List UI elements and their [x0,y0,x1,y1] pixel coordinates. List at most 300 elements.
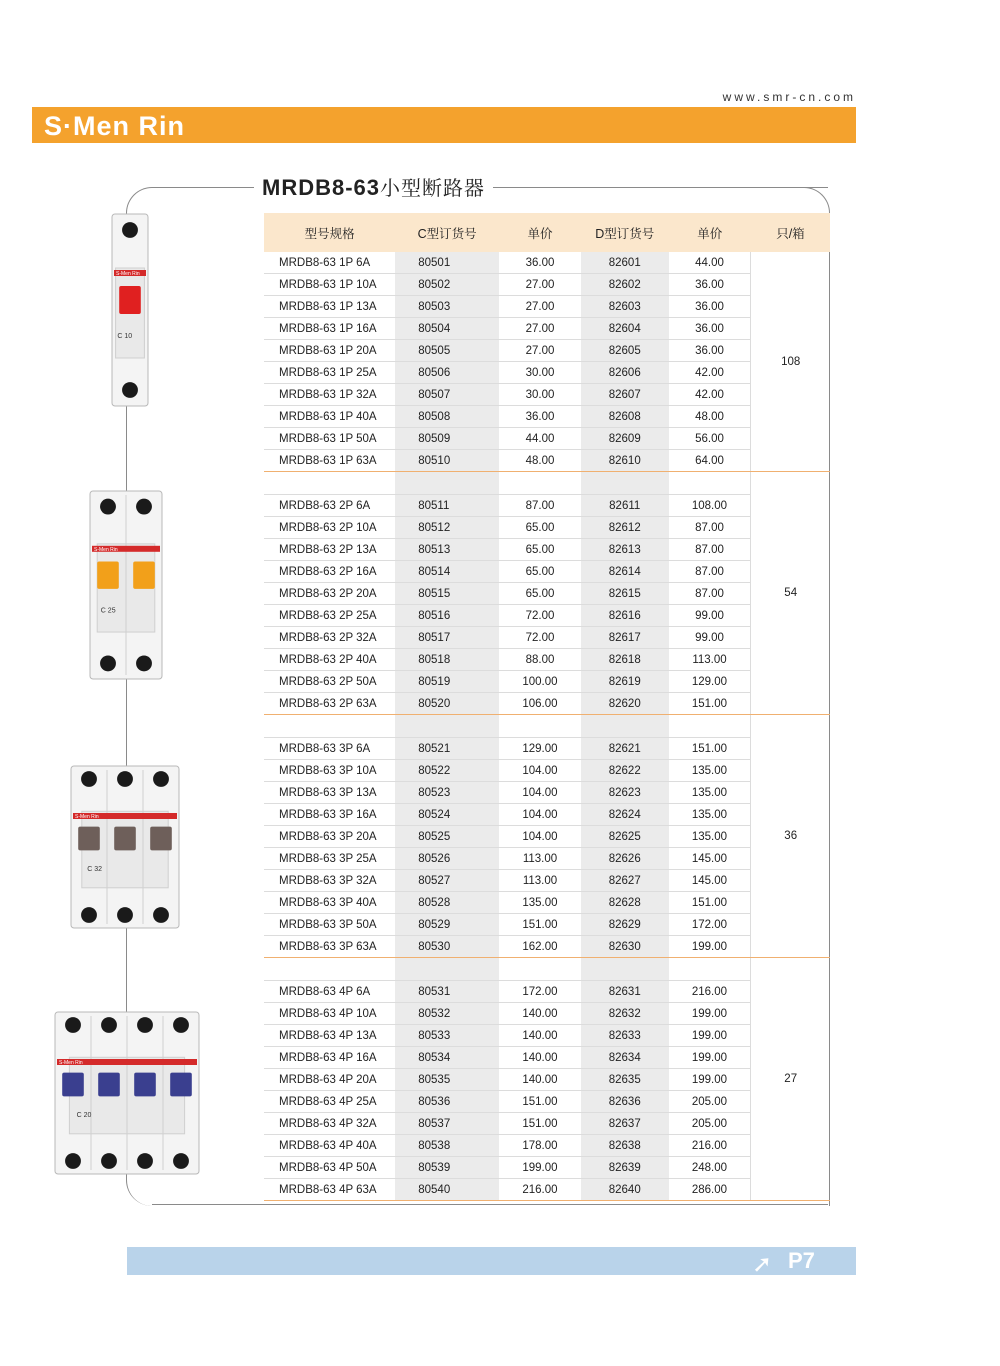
table-row [264,561,830,583]
cell-d-price: 151.00 [669,693,751,715]
cell-d-price: 87.00 [669,517,751,539]
cell-d-price: 151.00 [669,892,751,914]
cell-box-qty: 27 [751,958,830,1201]
cell-c-order: 80539 [395,1157,499,1179]
cell-d-order: 82624 [581,804,669,826]
cell-d-price: 64.00 [669,450,751,472]
title-rule [578,187,828,188]
breaker-2p-image [70,487,182,683]
cell-d-order: 82618 [581,649,669,671]
cell-d-price: 44.00 [669,252,751,274]
cell-c-order: 80521 [395,738,499,760]
cell-c-price: 88.00 [499,649,581,671]
cell-box-qty: 108 [751,252,830,472]
table-row [264,583,830,605]
cell-c-price: 106.00 [499,693,581,715]
terminal-screw [137,1017,153,1033]
terminal-screw [81,907,97,923]
cell-c-price: 104.00 [499,782,581,804]
cell-c-order: 80538 [395,1135,499,1157]
cell-c-price: 113.00 [499,848,581,870]
cell-model: MRDB8-63 4P 63A [264,1179,395,1201]
cell-d-order: 82619 [581,671,669,693]
cell-c-price: 27.00 [499,274,581,296]
cell-c-order: 80503 [395,296,499,318]
cell-c-order: 80540 [395,1179,499,1201]
terminal-screw [117,771,133,787]
cell-c-order: 80533 [395,1025,499,1047]
cell-d-price: 36.00 [669,296,751,318]
cell-c-price: 140.00 [499,1025,581,1047]
cell-model: MRDB8-63 4P 25A [264,1091,395,1113]
cell-model: MRDB8-63 2P 13A [264,539,395,561]
cell-d-order: 82621 [581,738,669,760]
cell-c-order: 80510 [395,450,499,472]
cell-c-order: 80512 [395,517,499,539]
table-row [264,870,830,892]
cell-c-order: 80532 [395,1003,499,1025]
cell-c-order: 80519 [395,671,499,693]
table-row [264,1091,830,1113]
terminal-screw [136,499,152,515]
cell-model: MRDB8-63 2P 10A [264,517,395,539]
table-row [264,1179,830,1201]
terminal-screw [137,1153,153,1169]
cell-d-price: 42.00 [669,384,751,406]
cell-d-order: 82639 [581,1157,669,1179]
cell-d-order: 82635 [581,1069,669,1091]
cell-c-price: 44.00 [499,428,581,450]
brand-label: S-Men Rin [94,546,118,553]
cell-model: MRDB8-63 1P 6A [264,252,395,274]
cell-c-price: 65.00 [499,583,581,605]
cell-d-price: 99.00 [669,605,751,627]
cell-c-order: 80530 [395,936,499,958]
cell-c-price: 65.00 [499,517,581,539]
table-row [264,1047,830,1069]
cell-d-price: 36.00 [669,318,751,340]
cell-c-order: 80525 [395,826,499,848]
cell-c-price: 151.00 [499,914,581,936]
cell-d-order: 82631 [581,981,669,1003]
arrow-up-right-icon: ➚ [752,1251,773,1278]
table-row [264,406,830,428]
title-model: MRDB8-63 [262,175,381,200]
cell-c-price: 135.00 [499,892,581,914]
cell-model: MRDB8-63 2P 16A [264,561,395,583]
cell-d-price: 199.00 [669,1047,751,1069]
rating-label: C 25 [100,607,116,615]
table-row [264,517,830,539]
header-model: 型号规格 [264,213,395,252]
cell-model: MRDB8-63 3P 40A [264,892,395,914]
cell-c-order: 80536 [395,1091,499,1113]
cell-c-price: 72.00 [499,627,581,649]
table-row [264,318,830,340]
table-row [264,1113,830,1135]
terminal-screw [173,1153,189,1169]
cell-d-order: 82601 [581,252,669,274]
cell-c-price: 113.00 [499,870,581,892]
cell-c-order: 80524 [395,804,499,826]
cell-c-order: 80501 [395,252,499,274]
page-title [254,172,493,201]
cell-c-order: 80502 [395,274,499,296]
cell-d-price: 145.00 [669,870,751,892]
cell-d-order: 82632 [581,1003,669,1025]
header-c-order: C型订货号 [395,213,499,252]
header-box-qty: 只/箱 [751,213,830,252]
cell-c-order: 80513 [395,539,499,561]
table-row [264,495,830,517]
cell-c-price: 129.00 [499,738,581,760]
cell-c-price: 87.00 [499,495,581,517]
cell-c-price: 27.00 [499,296,581,318]
cell-c-price: 104.00 [499,826,581,848]
cell-d-price: 135.00 [669,804,751,826]
cell-d-order: 82625 [581,826,669,848]
cell-d-order: 82604 [581,318,669,340]
cell-c-price: 65.00 [499,539,581,561]
cell-d-order: 82612 [581,517,669,539]
table-row [264,981,830,1003]
terminal-screw [65,1153,81,1169]
terminal-screw [101,1153,117,1169]
header-d-order: D型订货号 [581,213,669,252]
cell-d-price: 87.00 [669,583,751,605]
table-row [264,605,830,627]
cell-d-order: 82609 [581,428,669,450]
cell-model: MRDB8-63 4P 20A [264,1069,395,1091]
table-row [264,892,830,914]
cell-c-order: 80529 [395,914,499,936]
cell-d-price: 42.00 [669,362,751,384]
breaker-handle [114,827,136,851]
terminal-screw [81,771,97,787]
cell-c-price: 199.00 [499,1157,581,1179]
cell-model: MRDB8-63 2P 25A [264,605,395,627]
cell-box-qty: 36 [751,715,830,958]
brand-label: S-Men Rin [116,271,140,277]
cell-c-order: 80522 [395,760,499,782]
breaker-handle [78,827,100,851]
table-row [264,693,830,715]
cell-model: MRDB8-63 1P 50A [264,428,395,450]
cell-model: MRDB8-63 3P 16A [264,804,395,826]
cell-c-price: 100.00 [499,671,581,693]
cell-c-order: 80537 [395,1113,499,1135]
table-row [264,340,830,362]
table-row [264,671,830,693]
cell-d-price: 135.00 [669,760,751,782]
cell-model: MRDB8-63 2P 20A [264,583,395,605]
cell-d-order: 82603 [581,296,669,318]
table-body [264,252,830,1201]
cell-c-price: 140.00 [499,1047,581,1069]
cell-model: MRDB8-63 4P 40A [264,1135,395,1157]
cell-d-order: 82628 [581,892,669,914]
cell-c-price: 172.00 [499,981,581,1003]
cell-d-price: 199.00 [669,1069,751,1091]
cell-c-price: 36.00 [499,406,581,428]
table-row [264,252,830,274]
cell-d-order: 82626 [581,848,669,870]
cell-d-order: 82617 [581,627,669,649]
cell-d-order: 82627 [581,870,669,892]
cell-d-order: 82614 [581,561,669,583]
cell-c-order: 80517 [395,627,499,649]
terminal-screw [173,1017,189,1033]
cell-model: MRDB8-63 1P 32A [264,384,395,406]
cell-d-order: 82623 [581,782,669,804]
header-c-price: 单价 [499,213,581,252]
breaker-handle [133,561,155,588]
breaker-handle [170,1073,192,1097]
cell-model: MRDB8-63 1P 25A [264,362,395,384]
table-row [264,627,830,649]
table-row [264,826,830,848]
cell-model: MRDB8-63 3P 25A [264,848,395,870]
breaker-1p-image [90,210,170,410]
cell-c-price: 27.00 [499,340,581,362]
price-table [264,213,830,1201]
title-name: 小型断路器 [380,178,486,200]
cell-d-order: 82630 [581,936,669,958]
cell-c-price: 30.00 [499,362,581,384]
cell-model: MRDB8-63 2P 50A [264,671,395,693]
cell-d-order: 82610 [581,450,669,472]
cell-d-order: 82613 [581,539,669,561]
breaker-handle [119,286,141,314]
breaker-4p-image [42,1008,212,1178]
cell-c-order: 80518 [395,649,499,671]
cell-d-price: 199.00 [669,1025,751,1047]
cell-c-order: 80534 [395,1047,499,1069]
cell-d-order: 82638 [581,1135,669,1157]
table-row [264,1157,830,1179]
table-row [264,782,830,804]
cell-model: MRDB8-63 4P 6A [264,981,395,1003]
terminal-screw [136,655,152,671]
cell-d-price: 36.00 [669,340,751,362]
table-row [264,296,830,318]
cell-model: MRDB8-63 3P 63A [264,936,395,958]
cell-c-order: 80527 [395,870,499,892]
rating-label: C 20 [76,1111,92,1119]
cell-model: MRDB8-63 1P 10A [264,274,395,296]
cell-c-order: 80528 [395,892,499,914]
cell-d-price: 145.00 [669,848,751,870]
cell-c-price: 36.00 [499,252,581,274]
terminal-screw [153,771,169,787]
cell-d-price: 48.00 [669,406,751,428]
table-row [264,428,830,450]
cell-d-order: 82629 [581,914,669,936]
cell-d-price: 205.00 [669,1113,751,1135]
cell-c-price: 104.00 [499,804,581,826]
table-row [264,649,830,671]
cell-model: MRDB8-63 3P 10A [264,760,395,782]
cell-c-price: 151.00 [499,1091,581,1113]
cell-d-price: 135.00 [669,782,751,804]
rating-label: C 10 [117,333,133,340]
cell-model: MRDB8-63 3P 13A [264,782,395,804]
cell-d-order: 82611 [581,495,669,517]
table-row [264,450,830,472]
cell-d-order: 82622 [581,760,669,782]
cell-c-price: 162.00 [499,936,581,958]
footer-bar [127,1247,856,1275]
table-header-row [264,213,830,252]
cell-d-order: 82607 [581,384,669,406]
cell-c-order: 80520 [395,693,499,715]
website-url: www.smr-cn.com [722,90,856,104]
table-row [264,1003,830,1025]
cell-d-order: 82602 [581,274,669,296]
cell-model: MRDB8-63 4P 50A [264,1157,395,1179]
cell-c-order: 80526 [395,848,499,870]
table-row [264,384,830,406]
cell-c-price: 30.00 [499,384,581,406]
terminal-screw [122,382,138,398]
cell-c-price: 27.00 [499,318,581,340]
cell-d-order: 82636 [581,1091,669,1113]
cell-model: MRDB8-63 1P 16A [264,318,395,340]
cell-d-order: 82615 [581,583,669,605]
cell-c-price: 48.00 [499,450,581,472]
table-row [264,1135,830,1157]
cell-model: MRDB8-63 3P 50A [264,914,395,936]
cell-c-order: 80514 [395,561,499,583]
cell-model: MRDB8-63 2P 40A [264,649,395,671]
cell-c-price: 72.00 [499,605,581,627]
cell-model: MRDB8-63 4P 32A [264,1113,395,1135]
cell-d-price: 172.00 [669,914,751,936]
cell-model: MRDB8-63 4P 16A [264,1047,395,1069]
cell-model: MRDB8-63 3P 20A [264,826,395,848]
breaker-handle [97,561,119,588]
cell-model: MRDB8-63 2P 32A [264,627,395,649]
cell-d-price: 87.00 [669,539,751,561]
cell-box-qty: 54 [751,472,830,715]
terminal-screw [65,1017,81,1033]
cell-c-order: 80516 [395,605,499,627]
table-row [264,804,830,826]
cell-d-order: 82606 [581,362,669,384]
breaker-handle [134,1073,156,1097]
cell-c-order: 80507 [395,384,499,406]
table-row [264,362,830,384]
cell-c-order: 80509 [395,428,499,450]
cell-c-order: 80506 [395,362,499,384]
breaker-3p-image [60,762,190,932]
cell-c-order: 80515 [395,583,499,605]
cell-c-order: 80504 [395,318,499,340]
breaker-handle [98,1073,120,1097]
table-row [264,738,830,760]
cell-d-price: 205.00 [669,1091,751,1113]
cell-model: MRDB8-63 2P 63A [264,693,395,715]
terminal-screw [100,655,116,671]
terminal-screw [100,499,116,515]
cell-d-price: 199.00 [669,1003,751,1025]
cell-d-price: 99.00 [669,627,751,649]
cell-d-price: 199.00 [669,936,751,958]
cell-c-order: 80523 [395,782,499,804]
brand-name: S·Men Rin [44,111,185,141]
cell-model: MRDB8-63 1P 40A [264,406,395,428]
terminal-screw [122,222,138,238]
table-row [264,1025,830,1047]
cell-c-order: 80531 [395,981,499,1003]
cell-d-order: 82633 [581,1025,669,1047]
cell-d-price: 108.00 [669,495,751,517]
header-d-price: 单价 [669,213,751,252]
cell-d-order: 82616 [581,605,669,627]
cell-d-price: 113.00 [669,649,751,671]
breaker-handle [62,1073,84,1097]
table-row [264,1069,830,1091]
cell-c-price: 216.00 [499,1179,581,1201]
table-row [264,760,830,782]
cell-d-order: 82605 [581,340,669,362]
brand-label: S-Men Rin [59,1060,83,1066]
cell-model: MRDB8-63 4P 10A [264,1003,395,1025]
cell-c-price: 104.00 [499,760,581,782]
cell-c-order: 80535 [395,1069,499,1091]
brand-label: S-Men Rin [75,814,99,820]
group-spacer-row [264,715,830,738]
cell-c-price: 140.00 [499,1003,581,1025]
cell-d-price: 216.00 [669,981,751,1003]
cell-d-order: 82637 [581,1113,669,1135]
group-spacer-row [264,958,830,981]
cell-c-price: 65.00 [499,561,581,583]
cell-d-price: 129.00 [669,671,751,693]
cell-d-price: 248.00 [669,1157,751,1179]
cell-d-price: 216.00 [669,1135,751,1157]
cell-c-price: 151.00 [499,1113,581,1135]
cell-model: MRDB8-63 1P 63A [264,450,395,472]
cell-model: MRDB8-63 2P 6A [264,495,395,517]
cell-d-price: 135.00 [669,826,751,848]
cell-model: MRDB8-63 4P 13A [264,1025,395,1047]
cell-model: MRDB8-63 3P 6A [264,738,395,760]
cell-c-price: 140.00 [499,1069,581,1091]
breaker-handle [150,827,172,851]
terminal-screw [153,907,169,923]
rating-label: C 32 [87,865,102,873]
cell-c-order: 80505 [395,340,499,362]
page-number: P7 [788,1248,815,1273]
cell-d-price: 87.00 [669,561,751,583]
cell-model: MRDB8-63 1P 13A [264,296,395,318]
cell-model: MRDB8-63 1P 20A [264,340,395,362]
cell-c-order: 80508 [395,406,499,428]
cell-d-price: 56.00 [669,428,751,450]
content-frame-bottom [152,1204,828,1205]
terminal-screw [117,907,133,923]
cell-d-price: 36.00 [669,274,751,296]
terminal-screw [101,1017,117,1033]
cell-d-order: 82640 [581,1179,669,1201]
cell-d-price: 151.00 [669,738,751,760]
cell-d-order: 82634 [581,1047,669,1069]
table-row [264,539,830,561]
cell-c-price: 178.00 [499,1135,581,1157]
cell-model: MRDB8-63 3P 32A [264,870,395,892]
table-row [264,848,830,870]
